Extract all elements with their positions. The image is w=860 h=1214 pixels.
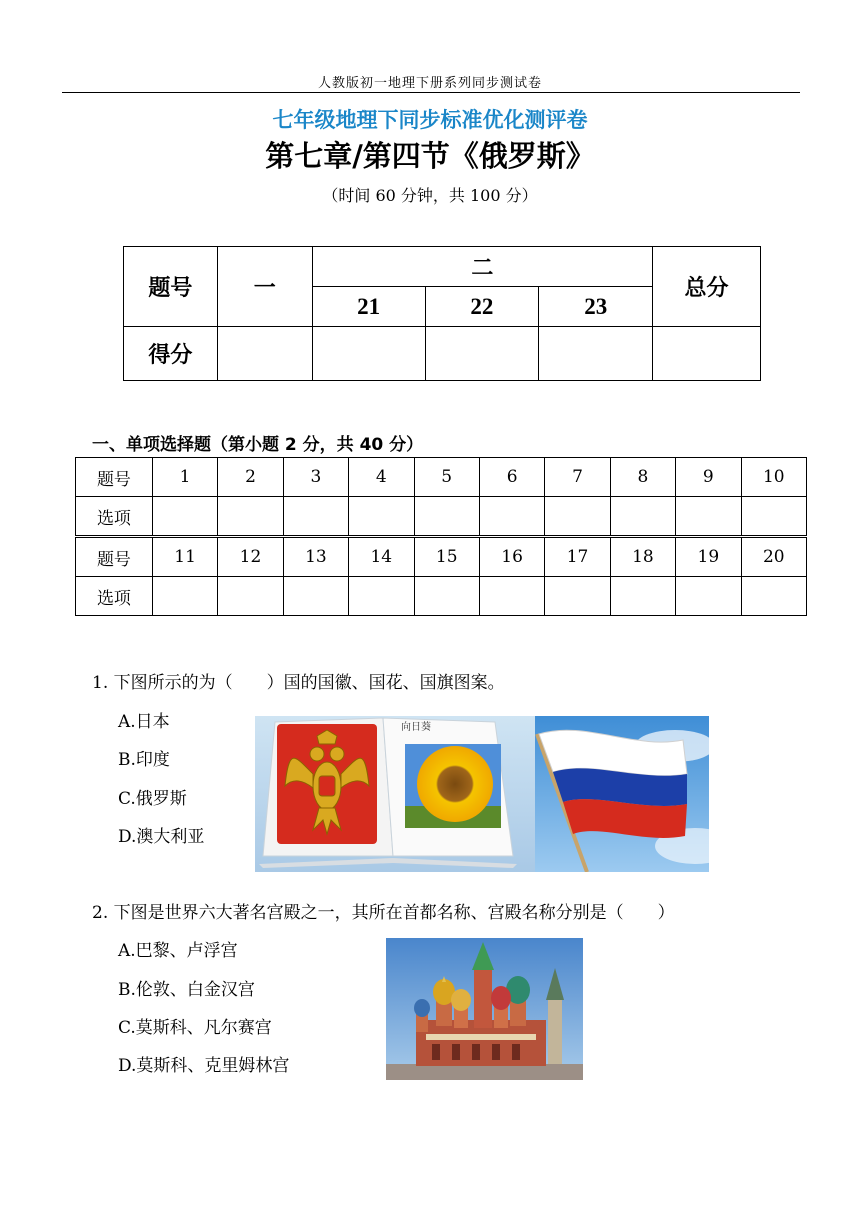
cathedral-illustration [386, 938, 583, 1080]
section-heading: 一、单项选择题（第小题 2 分，共 40 分） [92, 435, 424, 455]
russia-symbols-image [255, 716, 709, 872]
answer-cell[interactable] [414, 577, 479, 616]
question-number: 20 [741, 537, 806, 577]
answer-row-label: 题号 [76, 458, 153, 497]
paper-subtitle: 七年级地理下同步标准优化测评卷 [272, 108, 588, 132]
answer-cell[interactable] [283, 497, 348, 537]
question-2-option-a[interactable]: A.巴黎、卢浮宫 [118, 941, 238, 961]
question-number: 11 [152, 537, 217, 577]
score-table [123, 246, 761, 381]
score-header-part1: 一 [217, 247, 312, 327]
answer-cell[interactable] [676, 497, 741, 537]
answer-cell[interactable] [152, 577, 217, 616]
score-subcol: 23 [539, 287, 653, 327]
question-number: 14 [349, 537, 414, 577]
answer-cell[interactable] [545, 577, 610, 616]
answer-cell[interactable] [349, 497, 414, 537]
answer-row-label: 题号 [76, 537, 153, 577]
question-1-option-b[interactable]: B.印度 [118, 750, 170, 770]
sunflower-caption: 向日葵 [401, 722, 431, 733]
question-number: 4 [349, 458, 414, 497]
question-number: 13 [283, 537, 348, 577]
score-cell[interactable] [217, 327, 312, 381]
answer-row-label: 选项 [76, 577, 153, 616]
question-number: 2 [218, 458, 283, 497]
header-divider [62, 92, 800, 93]
question-2-option-d[interactable]: D.莫斯科、克里姆林宫 [118, 1056, 290, 1076]
answer-cell[interactable] [741, 497, 806, 537]
question-2-stem: 2. 下图是世界六大著名宫殿之一，其所在首都名称、宫殿名称分别是（ ） [92, 903, 675, 923]
question-number: 17 [545, 537, 610, 577]
question-2-option-c[interactable]: C.莫斯科、凡尔赛宫 [118, 1018, 272, 1038]
answer-cell[interactable] [152, 497, 217, 537]
answer-cell[interactable] [741, 577, 806, 616]
question-number: 10 [741, 458, 806, 497]
score-cell[interactable] [653, 327, 761, 381]
question-number: 9 [676, 458, 741, 497]
running-header: 人教版初一地理下册系列同步测试卷 [317, 76, 542, 91]
answer-cell[interactable] [610, 497, 675, 537]
question-1-option-d[interactable]: D.澳大利亚 [118, 827, 205, 847]
question-1-option-c[interactable]: C.俄罗斯 [118, 789, 187, 809]
question-number: 5 [414, 458, 479, 497]
answer-cell[interactable] [676, 577, 741, 616]
answer-grid [75, 457, 807, 616]
time-note: （时间 60 分钟，共 100 分） [322, 186, 538, 205]
question-number: 16 [479, 537, 544, 577]
score-row-label: 得分 [124, 327, 218, 381]
score-header-number: 题号 [124, 247, 218, 327]
question-number: 8 [610, 458, 675, 497]
question-number: 19 [676, 537, 741, 577]
question-2-option-b[interactable]: B.伦敦、白金汉宫 [118, 980, 255, 1000]
score-header-total: 总分 [653, 247, 761, 327]
question-1-option-a[interactable]: A.日本 [118, 712, 170, 732]
answer-cell[interactable] [545, 497, 610, 537]
answer-row-label: 选项 [76, 497, 153, 537]
cathedral-image [386, 938, 583, 1080]
russia-symbols-illustration [255, 716, 709, 872]
answer-cell[interactable] [414, 497, 479, 537]
answer-cell[interactable] [610, 577, 675, 616]
question-number: 6 [479, 458, 544, 497]
paper-title: 第七章/第四节《俄罗斯》 [265, 139, 595, 173]
answer-cell[interactable] [218, 577, 283, 616]
answer-cell[interactable] [479, 577, 544, 616]
answer-cell[interactable] [283, 577, 348, 616]
answer-cell[interactable] [479, 497, 544, 537]
answer-cell[interactable] [218, 497, 283, 537]
question-number: 12 [218, 537, 283, 577]
question-number: 7 [545, 458, 610, 497]
score-subcol: 21 [312, 287, 425, 327]
score-header-part2: 二 [312, 247, 652, 287]
question-number: 18 [610, 537, 675, 577]
score-cell[interactable] [539, 327, 653, 381]
question-number: 15 [414, 537, 479, 577]
score-cell[interactable] [425, 327, 539, 381]
question-number: 1 [152, 458, 217, 497]
score-cell[interactable] [312, 327, 425, 381]
question-number: 3 [283, 458, 348, 497]
score-subcol: 22 [425, 287, 539, 327]
question-1-stem: 1. 下图所示的为（ ）国的国徽、国花、国旗图案。 [92, 673, 505, 693]
answer-cell[interactable] [349, 577, 414, 616]
